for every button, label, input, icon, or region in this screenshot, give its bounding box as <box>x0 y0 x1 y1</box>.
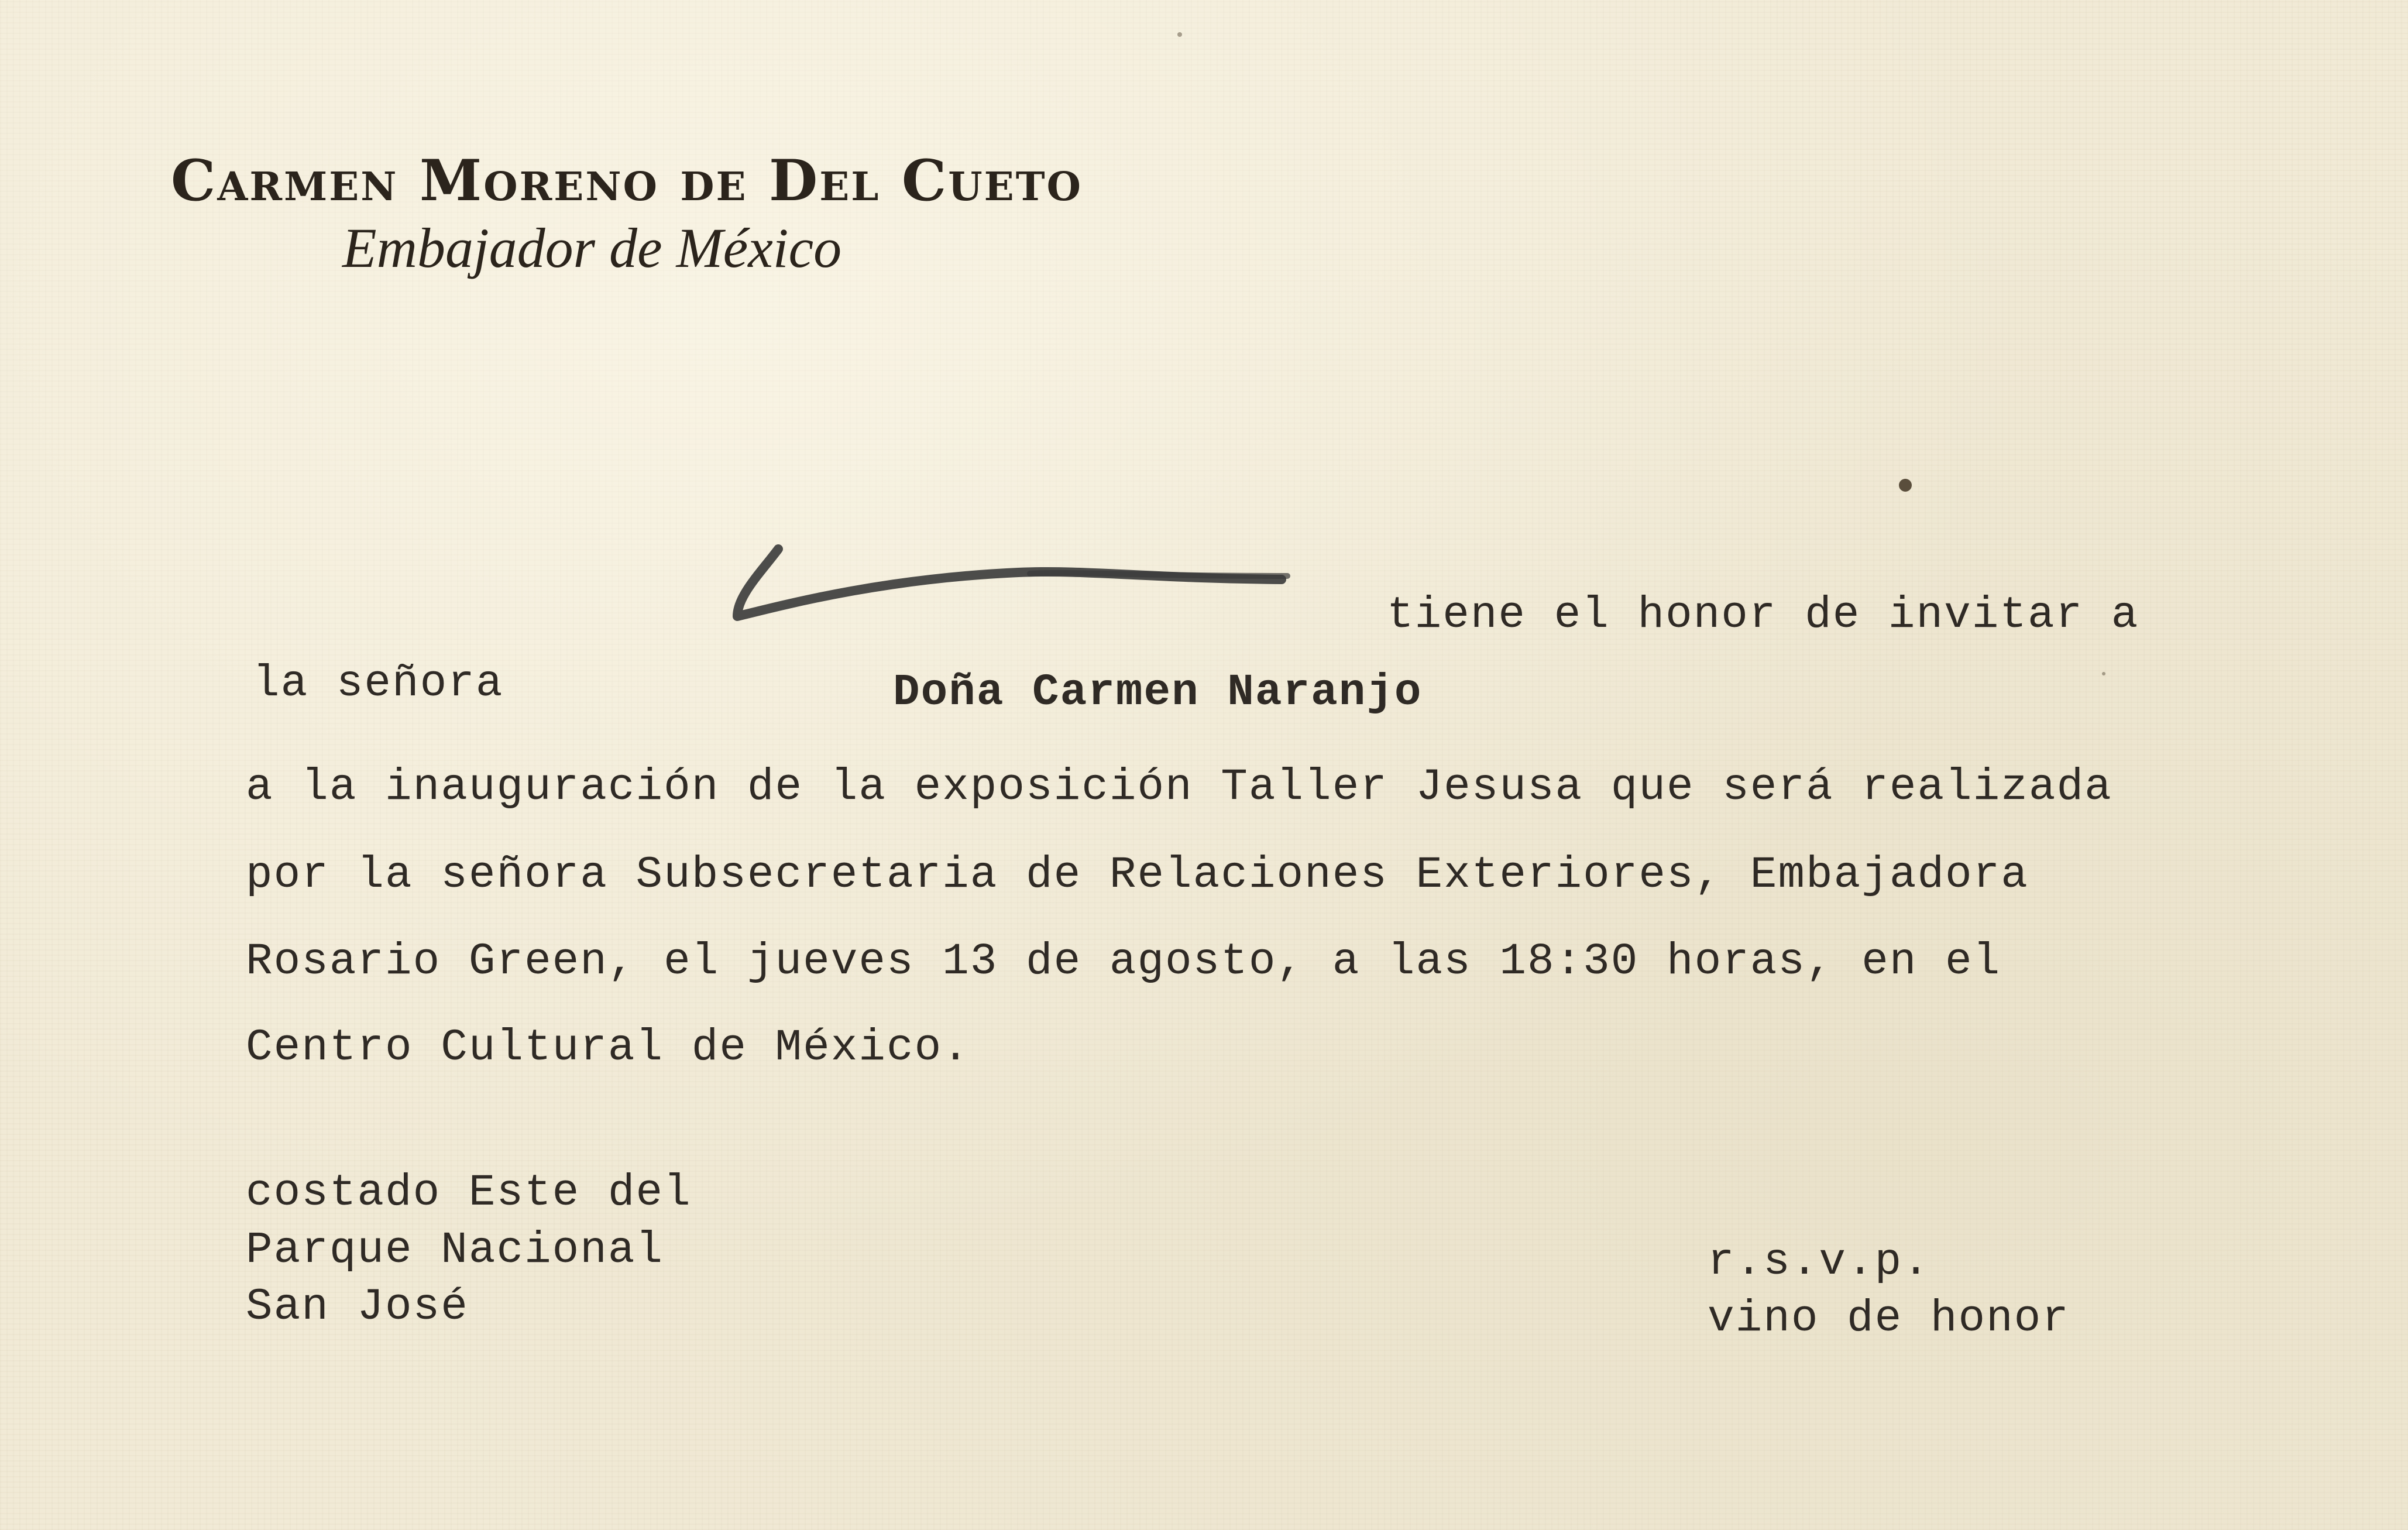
handwritten-signature <box>726 537 1322 643</box>
body-line: Centro Cultural de México. <box>246 1023 970 1073</box>
letterhead-title: Embajador de México <box>342 217 842 279</box>
guest-name: Doña Carmen Naranjo <box>893 667 1423 718</box>
paper-speck <box>1899 479 1912 492</box>
body-line: Rosario Green, el jueves 13 de agosto, a las 18:30 horas, en el <box>246 936 2001 987</box>
letterhead-name: Carmen Moreno de Del Cueto <box>171 147 1083 214</box>
address-line: San José <box>246 1282 469 1332</box>
paper-speck <box>1177 32 1182 37</box>
rsvp-note: r.s.v.p. <box>1708 1237 1930 1287</box>
address-line: Parque Nacional <box>246 1225 664 1275</box>
body-line: por la señora Subsecretaria de Relaciones Exteriores, Embajadora <box>246 850 2029 900</box>
paper-speck <box>2102 672 2105 675</box>
refreshment-note: vino de honor <box>1708 1294 2070 1344</box>
invitation-intro: tiene el honor de invitar a <box>1387 590 2139 640</box>
address-line: costado Este del <box>246 1168 692 1218</box>
salutation: la señora <box>253 658 504 709</box>
body-line: a la inauguración de la exposición Taller Jesusa que será realizada <box>246 762 2112 812</box>
